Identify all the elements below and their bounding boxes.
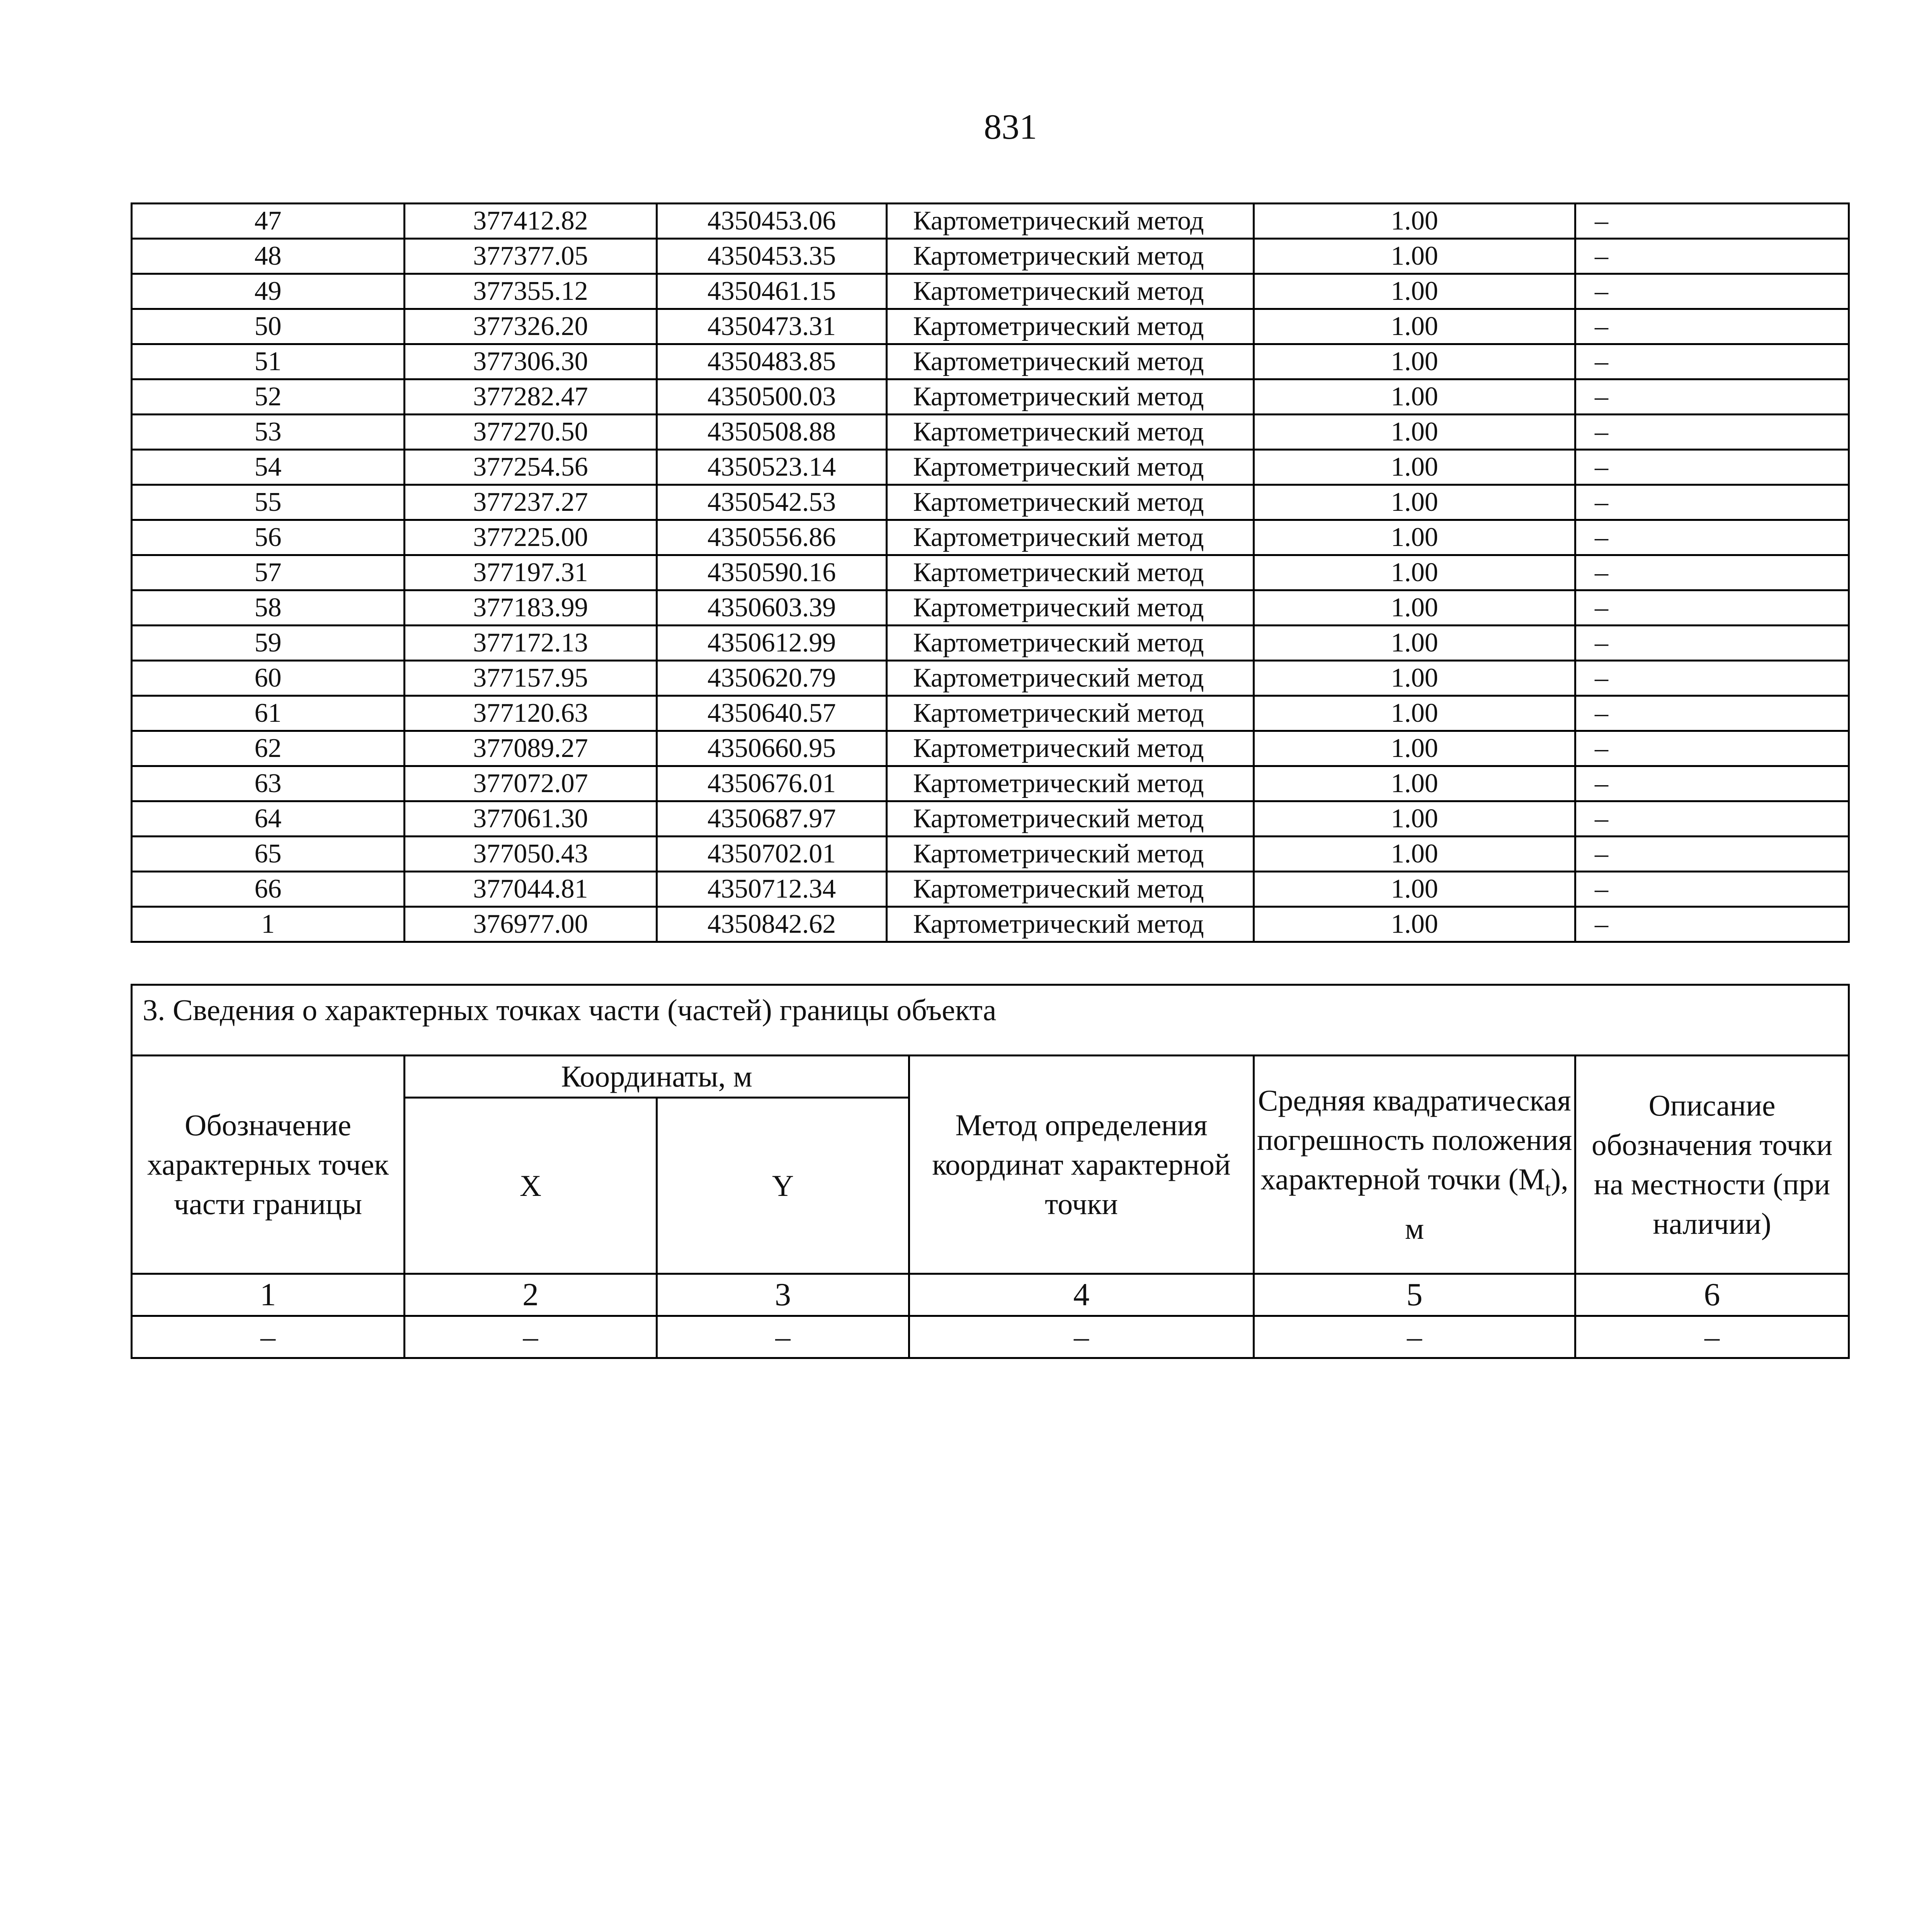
section-title: 3. Сведения о характерных точках части (частей) границы объекта [132,985,1849,1056]
method-cell: Картометрический метод [887,626,1254,661]
y-coordinate-cell: 4350640.57 [657,696,887,731]
method-cell: Картометрический метод [887,274,1254,309]
y-coordinate-cell: 4350620.79 [657,661,887,696]
x-coordinate-cell: 377172.13 [405,626,657,661]
point-number-cell: 54 [132,450,405,485]
accuracy-cell: 1.00 [1254,555,1575,590]
y-coordinate-cell: 4350556.86 [657,520,887,555]
table-row [132,731,1849,766]
method-cell: Картометрический метод [887,837,1254,872]
description-cell: – [1575,626,1849,661]
description-cell: – [1575,204,1849,239]
column-number-row [132,1274,1849,1316]
table-row [132,309,1849,344]
header-accuracy-tail: ), м [1405,1162,1568,1246]
description-cell: – [1575,239,1849,274]
method-cell: Картометрический метод [887,415,1254,450]
table-row [132,872,1849,907]
y-coordinate-cell: 4350461.15 [657,274,887,309]
point-number-cell: 51 [132,344,405,379]
x-coordinate-cell: 377044.81 [405,872,657,907]
x-coordinate-cell: 377270.50 [405,415,657,450]
method-cell: Картометрический метод [887,520,1254,555]
accuracy-cell: 1.00 [1254,590,1575,626]
table-row [132,274,1849,309]
y-coordinate-cell: 4350523.14 [657,450,887,485]
table-row [132,626,1849,661]
description-cell: – [1575,766,1849,801]
header-y: Y [657,1098,909,1274]
table-row [132,520,1849,555]
x-coordinate-cell: 377306.30 [405,344,657,379]
table-row [132,696,1849,731]
point-number-cell: 47 [132,204,405,239]
point-number-cell: 62 [132,731,405,766]
y-coordinate-cell: 4350660.95 [657,731,887,766]
table-row [132,661,1849,696]
point-number-cell: 63 [132,766,405,801]
description-cell: – [1575,450,1849,485]
header-method: Метод определения координат характерной точки [909,1056,1254,1274]
table-row [132,450,1849,485]
description-cell: – [1575,344,1849,379]
point-number-cell: 66 [132,872,405,907]
accuracy-cell: 1.00 [1254,379,1575,415]
y-coordinate-cell: 4350676.01 [657,766,887,801]
accuracy-cell: 1.00 [1254,872,1575,907]
description-cell: – [1575,696,1849,731]
accuracy-cell: 1.00 [1254,344,1575,379]
table-row [132,555,1849,590]
y-coordinate-cell: 4350542.53 [657,485,887,520]
description-cell: – [1575,872,1849,907]
header-row-top [132,1056,1849,1098]
header-accuracy [1254,1056,1575,1274]
point-number-cell: 58 [132,590,405,626]
x-coordinate-cell: 377326.20 [405,309,657,344]
method-cell: Картометрический метод [887,872,1254,907]
y-coordinate-cell: 4350687.97 [657,801,887,837]
empty-cell-4: – [909,1316,1254,1358]
table-row [132,801,1849,837]
section-title-row [132,985,1849,1056]
table-row [132,590,1849,626]
y-coordinate-cell: 4350500.03 [657,379,887,415]
method-cell: Картометрический метод [887,801,1254,837]
accuracy-cell: 1.00 [1254,626,1575,661]
empty-cell-5: – [1254,1316,1575,1358]
method-cell: Картометрический метод [887,696,1254,731]
accuracy-cell: 1.00 [1254,239,1575,274]
x-coordinate-cell: 377237.27 [405,485,657,520]
column-number-5: 5 [1254,1274,1575,1316]
empty-cell-1: – [132,1316,405,1358]
table-row [132,907,1849,942]
table-row [132,837,1849,872]
method-cell: Картометрический метод [887,344,1254,379]
header-description: Описание обозначения точки на местности (при наличии) [1575,1056,1849,1274]
description-cell: – [1575,415,1849,450]
accuracy-cell: 1.00 [1254,450,1575,485]
header-point-designation: Обозначение характерных точек части границы [132,1056,405,1274]
point-number-cell: 48 [132,239,405,274]
x-coordinate-cell: 377061.30 [405,801,657,837]
y-coordinate-cell: 4350612.99 [657,626,887,661]
method-cell: Картометрический метод [887,907,1254,942]
point-number-cell: 49 [132,274,405,309]
point-number-cell: 52 [132,379,405,415]
header-accuracy-subscript: t [1545,1178,1551,1201]
x-coordinate-cell: 377254.56 [405,450,657,485]
table-row [132,344,1849,379]
method-cell: Картометрический метод [887,204,1254,239]
accuracy-cell: 1.00 [1254,274,1575,309]
point-number-cell: 61 [132,696,405,731]
accuracy-cell: 1.00 [1254,415,1575,450]
accuracy-cell: 1.00 [1254,731,1575,766]
y-coordinate-cell: 4350483.85 [657,344,887,379]
empty-cell-2: – [405,1316,657,1358]
x-coordinate-cell: 377225.00 [405,520,657,555]
accuracy-cell: 1.00 [1254,204,1575,239]
boundary-part-points-table [131,984,1850,1359]
method-cell: Картометрический метод [887,731,1254,766]
column-number-1: 1 [132,1274,405,1316]
accuracy-cell: 1.00 [1254,661,1575,696]
point-number-cell: 56 [132,520,405,555]
x-coordinate-cell: 377282.47 [405,379,657,415]
method-cell: Картометрический метод [887,590,1254,626]
description-cell: – [1575,837,1849,872]
table-row [132,204,1849,239]
y-coordinate-cell: 4350842.62 [657,907,887,942]
column-number-3: 3 [657,1274,909,1316]
method-cell: Картометрический метод [887,661,1254,696]
empty-cell-6: – [1575,1316,1849,1358]
point-number-cell: 53 [132,415,405,450]
method-cell: Картометрический метод [887,239,1254,274]
point-number-cell: 57 [132,555,405,590]
method-cell: Картометрический метод [887,379,1254,415]
column-number-6: 6 [1575,1274,1849,1316]
accuracy-cell: 1.00 [1254,696,1575,731]
page-number: 831 [984,107,1037,146]
description-cell: – [1575,274,1849,309]
description-cell: – [1575,731,1849,766]
x-coordinate-cell: 377377.05 [405,239,657,274]
header-accuracy-main: Средняя квадратическая погрешность положения характерной точки (M [1257,1083,1572,1196]
x-coordinate-cell: 377183.99 [405,590,657,626]
description-cell: – [1575,379,1849,415]
x-coordinate-cell: 377157.95 [405,661,657,696]
boundary-points-table [131,202,1850,943]
description-cell: – [1575,555,1849,590]
point-number-cell: 55 [132,485,405,520]
x-coordinate-cell: 377089.27 [405,731,657,766]
accuracy-cell: 1.00 [1254,801,1575,837]
empty-cell-3: – [657,1316,909,1358]
accuracy-cell: 1.00 [1254,520,1575,555]
description-cell: – [1575,590,1849,626]
point-number-cell: 60 [132,661,405,696]
table-row [132,239,1849,274]
column-number-2: 2 [405,1274,657,1316]
y-coordinate-cell: 4350590.16 [657,555,887,590]
table-row [132,379,1849,415]
x-coordinate-cell: 377072.07 [405,766,657,801]
header-coordinates: Координаты, м [405,1056,909,1098]
method-cell: Картометрический метод [887,485,1254,520]
accuracy-cell: 1.00 [1254,907,1575,942]
description-cell: – [1575,520,1849,555]
description-cell: – [1575,309,1849,344]
empty-data-row [132,1316,1849,1358]
accuracy-cell: 1.00 [1254,309,1575,344]
x-coordinate-cell: 377355.12 [405,274,657,309]
y-coordinate-cell: 4350712.34 [657,872,887,907]
boundary-points-body [132,204,1849,942]
y-coordinate-cell: 4350702.01 [657,837,887,872]
accuracy-cell: 1.00 [1254,766,1575,801]
description-cell: – [1575,801,1849,837]
y-coordinate-cell: 4350603.39 [657,590,887,626]
table-row [132,415,1849,450]
table-row [132,766,1849,801]
column-number-4: 4 [909,1274,1254,1316]
accuracy-cell: 1.00 [1254,837,1575,872]
point-number-cell: 1 [132,907,405,942]
x-coordinate-cell: 377050.43 [405,837,657,872]
method-cell: Картометрический метод [887,766,1254,801]
point-number-cell: 65 [132,837,405,872]
x-coordinate-cell: 377412.82 [405,204,657,239]
point-number-cell: 64 [132,801,405,837]
method-cell: Картометрический метод [887,450,1254,485]
y-coordinate-cell: 4350453.35 [657,239,887,274]
table-row [132,485,1849,520]
header-x: X [405,1098,657,1274]
y-coordinate-cell: 4350473.31 [657,309,887,344]
y-coordinate-cell: 4350453.06 [657,204,887,239]
x-coordinate-cell: 377120.63 [405,696,657,731]
description-cell: – [1575,661,1849,696]
x-coordinate-cell: 376977.00 [405,907,657,942]
accuracy-cell: 1.00 [1254,485,1575,520]
x-coordinate-cell: 377197.31 [405,555,657,590]
description-cell: – [1575,907,1849,942]
point-number-cell: 50 [132,309,405,344]
description-cell: – [1575,485,1849,520]
y-coordinate-cell: 4350508.88 [657,415,887,450]
method-cell: Картометрический метод [887,309,1254,344]
method-cell: Картометрический метод [887,555,1254,590]
point-number-cell: 59 [132,626,405,661]
